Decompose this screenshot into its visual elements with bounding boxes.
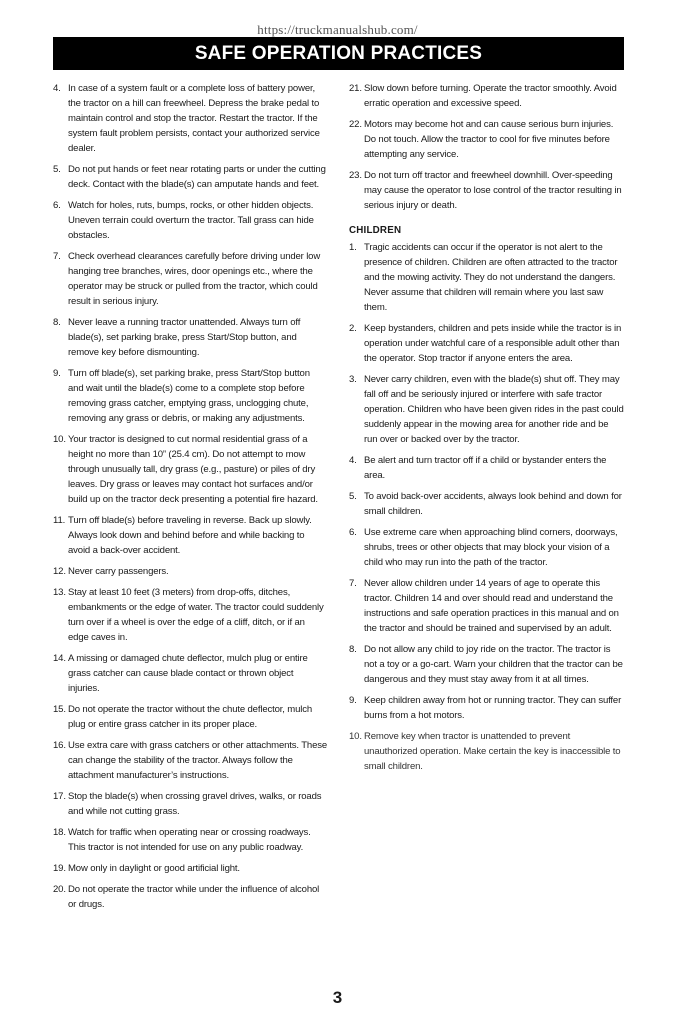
list-item-text: Turn off blade(s), set parking brake, press Start/Stop button and wait until the blade(s) come to a complete stop before removing grass catcher, emptying grass, unclogging chute, removing any grass or debris, or making any adjustments. — [68, 368, 310, 424]
list-item-text: Slow down before turning. Operate the tractor smoothly. Avoid erratic operation and excessive speed. — [364, 83, 617, 109]
list-item-text: Never leave a running tractor unattended. Always turn off blade(s), set parking brake, press Start/Stop button, and remove key before dismounting. — [68, 317, 301, 358]
safety-item — [349, 117, 624, 162]
safety-list-right — [349, 81, 624, 213]
safety-item — [53, 315, 327, 360]
children-safety-item — [349, 489, 624, 519]
list-item-text: Stay at least 10 feet (3 meters) from drop-offs, ditches, embankments or the edge of water. The tractor could suddenly turn over if a wheel is over the edge of a cliff, ditch, or if an edge caves in. — [68, 587, 324, 643]
list-item-number: 18. — [53, 827, 66, 838]
safety-item — [53, 789, 327, 819]
list-item-text: Use extreme care when approaching blind corners, doorways, shrubs, trees or other objects that may block your vision of a child who may run into the path of the tractor. — [364, 527, 618, 568]
list-item-text: Do not turn off tractor and freewheel downhill. Over-speeding may cause the operator to lose control of the tractor resulting in serious injury or death. — [364, 170, 622, 211]
children-safety-item — [349, 372, 624, 447]
safety-item — [53, 513, 327, 558]
children-safety-item — [349, 321, 624, 366]
safety-item — [53, 249, 327, 309]
safety-item — [53, 81, 327, 156]
page-number: 3 — [332, 988, 343, 1007]
safety-item — [53, 651, 327, 696]
list-item-number: 5. — [349, 491, 357, 502]
list-item-text: Never carry children, even with the blade(s) shut off. They may fall off and be seriously injured or interfere with safe tractor operation. Children who have been given rides in the past could suddenly appear in the mowing area for another ride and be run over or backed over by the tractor. — [364, 374, 624, 445]
safety-item — [53, 198, 327, 243]
list-item-number: 19. — [53, 863, 66, 874]
list-item-text: Your tractor is designed to cut normal residential grass of a height no more than 10” (25.4 cm). Do not attempt to mow through unusually tall, dry grass (e.g., pasture) or piles of dry leaves. Dry grass or leaves may contact hot surfaces and/or build up on the tractor deck presenting a potential fire hazard. — [68, 434, 318, 505]
list-item-number: 4. — [53, 83, 61, 94]
children-safety-item — [349, 642, 624, 687]
list-item-number: 6. — [349, 527, 357, 538]
list-item-number: 7. — [349, 578, 357, 589]
list-item-text: Remove key when tractor is unattended to prevent unauthorized operation. Make certain the key is inaccessible to small children. — [364, 731, 621, 772]
safety-item — [53, 564, 327, 579]
watermark-url: https://truckmanualshub.com/ — [257, 22, 418, 37]
list-item-number: 21. — [349, 83, 362, 94]
list-item-number: 23. — [349, 170, 362, 181]
children-list — [349, 240, 624, 774]
list-item-text: Watch for holes, ruts, bumps, rocks, or other hidden objects. Uneven terrain could overturn the tractor. Tall grass can hide obstacles. — [68, 200, 314, 241]
list-item-number: 10. — [53, 434, 66, 445]
list-item-text: To avoid back-over accidents, always look behind and down for small children. — [364, 491, 622, 517]
list-item-number: 6. — [53, 200, 61, 211]
list-item-text: In case of a system fault or a complete loss of battery power, the tractor on a hill can freewheel. Depress the brake pedal to maintain control and stop the tractor. Restart the tractor. If the system fault problem persists, contact your authorized service dealer. — [68, 83, 320, 154]
children-safety-item — [349, 693, 624, 723]
list-item-number: 15. — [53, 704, 66, 715]
list-item-number: 8. — [349, 644, 357, 655]
list-item-text: Stop the blade(s) when crossing gravel drives, walks, or roads and while not cutting grass. — [68, 791, 322, 817]
list-item-text: Do not put hands or feet near rotating parts or under the cutting deck. Contact with the blade(s) can amputate hands and feet. — [68, 164, 326, 190]
list-item-text: Turn off blade(s) before traveling in reverse. Back up slowly. Always look down and behind before and while backing to avoid a back-over accident. — [68, 515, 312, 556]
list-item-text: Keep bystanders, children and pets inside while the tractor is in operation under watchful care of a responsible adult other than the operator. Stop tractor if anyone enters the area. — [364, 323, 622, 364]
list-item-text: Never allow children under 14 years of age to operate this tractor. Children 14 and over should read and understand the instructions and safe operation practices in this manual and on the tractor and should be trained and supervised by an adult. — [364, 578, 619, 634]
list-item-number: 5. — [53, 164, 61, 175]
list-item-text: Use extra care with grass catchers or other attachments. These can change the stability of the tractor. Always follow the attachment manufacturer’s instructions. — [68, 740, 328, 781]
list-item-number: 20. — [53, 884, 66, 895]
safety-item — [53, 861, 327, 876]
list-item-number: 13. — [53, 587, 66, 598]
list-item-text: Do not operate the tractor without the chute deflector, mulch plug or entire grass catcher in its proper place. — [68, 704, 312, 730]
safety-item — [53, 366, 327, 426]
list-item-text: Be alert and turn tractor off if a child or bystander enters the area. — [364, 455, 607, 481]
safety-item — [53, 162, 327, 192]
children-safety-item — [349, 240, 624, 315]
list-item-text: Keep children away from hot or running tractor. They can suffer burns from a hot motors. — [364, 695, 622, 721]
page-title: SAFE OPERATION PRACTICES — [53, 37, 624, 70]
left-column — [53, 81, 327, 918]
list-item-number: 11. — [53, 515, 66, 526]
list-item-text: Check overhead clearances carefully before driving under low hanging tree branches, wires, door openings etc., where the operator may be struck or pulled from the tractor, which could result in serious injury. — [68, 251, 321, 307]
list-item-text: Do not allow any child to joy ride on the tractor. The tractor is not a toy or a go-cart. Warn your children that the tractor can be dangerous and they must stay away from it at all times. — [364, 644, 623, 685]
list-item-number: 10. — [349, 731, 362, 742]
list-item-text: Never carry passengers. — [68, 566, 169, 577]
list-item-number: 3. — [349, 374, 357, 385]
list-item-number: 17. — [53, 791, 66, 802]
children-heading: CHILDREN — [349, 225, 402, 236]
list-item-number: 4. — [349, 455, 357, 466]
list-item-text: Mow only in daylight or good artificial light. — [68, 863, 240, 874]
safety-item — [53, 825, 327, 855]
children-safety-item — [349, 525, 624, 570]
list-item-text: Do not operate the tractor while under the influence of alcohol or drugs. — [68, 884, 320, 910]
list-item-number: 1. — [349, 242, 357, 253]
list-item-text: Tragic accidents can occur if the operator is not alert to the presence of children. Children are often attracted to the tractor and the mowing activity. They do not understand the dangers. Never assume that children will remain where you last saw them. — [364, 242, 618, 313]
list-item-number: 2. — [349, 323, 357, 334]
safety-list-left — [53, 81, 327, 912]
list-item-number: 22. — [349, 119, 362, 130]
safety-item — [53, 702, 327, 732]
safety-item — [53, 738, 327, 783]
safety-item — [349, 168, 624, 213]
list-item-number: 9. — [349, 695, 357, 706]
list-item-text: Watch for traffic when operating near or crossing roadways. This tractor is not intended for use on any public roadway. — [68, 827, 311, 853]
right-column — [349, 81, 624, 780]
children-safety-item — [349, 729, 624, 774]
safety-item — [53, 585, 327, 645]
safety-item — [53, 882, 327, 912]
list-item-text: Motors may become hot and can cause serious burn injuries. Do not touch. Allow the tractor to cool for five minutes before attempting any service. — [364, 119, 614, 160]
list-item-number: 16. — [53, 740, 66, 751]
list-item-number: 12. — [53, 566, 66, 577]
children-safety-item — [349, 453, 624, 483]
safety-item — [53, 432, 327, 507]
list-item-number: 14. — [53, 653, 66, 664]
list-item-text: A missing or damaged chute deflector, mulch plug or entire grass catcher can cause blade contact or thrown object injuries. — [68, 653, 308, 694]
list-item-number: 8. — [53, 317, 61, 328]
children-safety-item — [349, 576, 624, 636]
list-item-number: 9. — [53, 368, 61, 379]
safety-item — [349, 81, 624, 111]
list-item-number: 7. — [53, 251, 61, 262]
